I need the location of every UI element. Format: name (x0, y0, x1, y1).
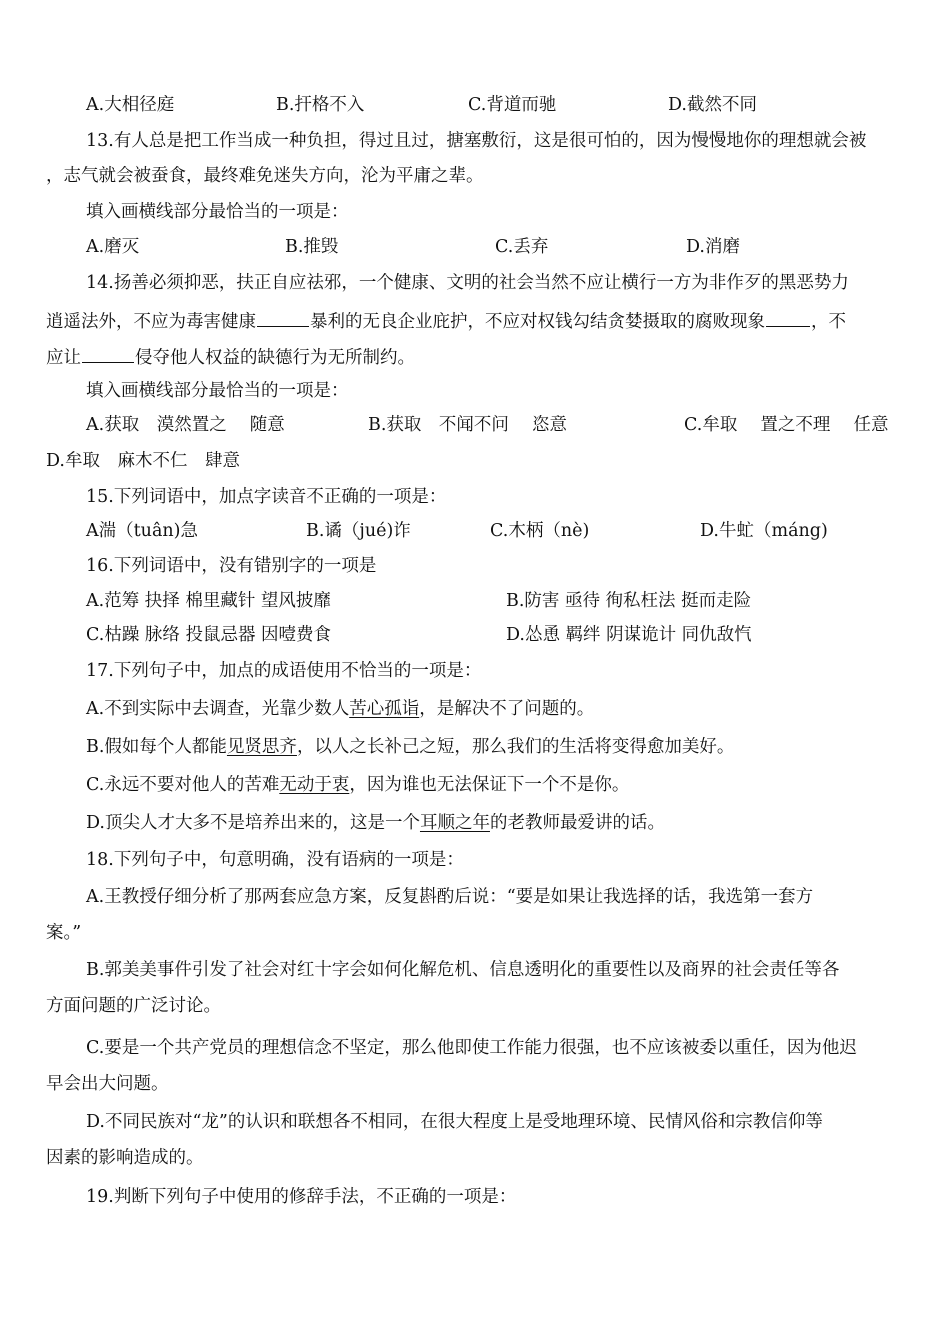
q17-b-text-2: ，以人之长补己之短，那么我们的生活将变得愈加美好。 (296, 737, 735, 757)
q13-option-b: B.推毁 (285, 237, 339, 257)
q17-c-text-1: C.永远不要对他人的苦难 (86, 775, 280, 795)
q14-line-1: 14.扬善必须抑恶，扶正自应祛邪，一个健康、文明的社会当然不应让横行一方为非作歹的黑恶势力 (86, 273, 849, 293)
q17-stem: 17.下列句子中，加点的成语使用不恰当的一项是： (86, 661, 482, 681)
q14-prompt: 填入画横线部分最恰当的一项是： (86, 381, 349, 401)
q17-d-text-2: 的老教师最爱讲的话。 (489, 813, 665, 833)
q17-option-c (86, 772, 629, 798)
q19-stem: 19.判断下列句子中使用的修辞手法，不正确的一项是： (86, 1187, 517, 1207)
q13-option-a: A.磨灭 (86, 237, 140, 257)
q15-stem: 15.下列词语中，加点字读音不正确的一项是： (86, 487, 447, 507)
q18-option-b-line-1: B.郭美美事件引发了社会对红十字会如何化解危机、信息透明化的重要性以及商界的社会责任等各 (86, 960, 840, 980)
q17-a-text-2: ，是解决不了问题的。 (419, 699, 595, 719)
q14-blank-2 (766, 306, 810, 327)
q13-line-2: ，志气就会被蚕食，最终难免迷失方向，沦为平庸之辈。 (46, 166, 484, 186)
q17-option-b (86, 734, 734, 760)
q14-blank-3 (82, 342, 134, 363)
q14-line-2-part-2: 暴利的无良企业庇护，不应对权钱勾结贪婪摄取的腐败现象 (310, 312, 765, 332)
q17-d-idiom: 耳顺之年 (419, 813, 490, 833)
q15-option-b: B.谲（jué)诈 (306, 521, 411, 541)
q18-option-a-line-1: A.王教授仔细分析了那两套应急方案，反复斟酌后说：“要是如果让我选择的话，我选第一套方 (86, 887, 814, 907)
q14-option-c: C.牟取 置之不理 任意 (684, 415, 889, 435)
q14-line-3-part-1: 应让 (46, 348, 81, 368)
q14-option-b: B.获取 不闻不问 恣意 (368, 415, 567, 435)
q12-option-b: B.扞格不入 (276, 95, 365, 115)
q14-option-a: A.获取 漠然置之 随意 (86, 415, 285, 435)
q16-option-d: D.怂恿 羁绊 阴谋诡计 同仇敌忾 (506, 625, 752, 645)
q18-option-d-line-1: D.不同民族对“龙”的认识和联想各不相同，在很大程度上是受地理环境、民情风俗和宗教信仰等 (86, 1112, 823, 1132)
q16-option-a: A.范筹 抉择 棉里藏针 望风披靡 (86, 591, 331, 611)
q12-option-c: C.背道而驰 (468, 95, 557, 115)
q18-option-c-line-2: 早会出大问题。 (46, 1074, 169, 1094)
q15-option-c: C.木柄（nè) (490, 521, 590, 541)
q14-line-2-part-3: ，不 (811, 312, 846, 332)
q12-option-d: D.截然不同 (668, 95, 757, 115)
q18-option-a-line-2: 案。” (46, 923, 82, 943)
q17-option-d (86, 810, 665, 836)
q17-d-text-1: D.顶尖人才大多不是培养出来的，这是一个 (86, 813, 420, 833)
q17-c-text-2: ，因为谁也无法保证下一个不是你。 (349, 775, 630, 795)
q15-option-d: D.牛虻（máng) (700, 521, 828, 541)
q14-line-3-part-2: 侵夺他人权益的缺德行为无所制约。 (135, 348, 415, 368)
q18-option-c-line-1: C.要是一个共产党员的理想信念不坚定，那么他即使工作能力很强，也不应该被委以重任，因为他迟 (86, 1038, 857, 1058)
q12-option-a: A.大相径庭 (86, 95, 175, 115)
q17-b-text-1: B.假如每个人都能 (86, 737, 227, 757)
q15-option-a: A湍（tuân)急 (86, 521, 198, 541)
q14-option-d: D.牟取 麻木不仁 肆意 (46, 451, 240, 471)
q17-a-text-1: A.不到实际中去调查，光靠少数人 (86, 699, 350, 719)
q14-line-3 (46, 342, 415, 371)
q17-b-idiom: 见贤思齐 (226, 737, 297, 757)
q14-blank-1 (257, 306, 309, 327)
q16-option-b: B.防害 亟待 徇私枉法 挺而走险 (506, 591, 752, 611)
q18-stem: 18.下列句子中，句意明确，没有语病的一项是： (86, 850, 464, 870)
q16-option-c: C.枯躁 脉络 投鼠忌器 因噎费食 (86, 625, 332, 645)
q14-line-2-part-1: 逍遥法外，不应为毒害健康 (46, 312, 256, 332)
q17-c-idiom: 无动于衷 (279, 775, 350, 795)
q13-option-c: C.丢弃 (495, 237, 549, 257)
q17-option-a (86, 696, 594, 722)
q13-option-d: D.消磨 (686, 237, 740, 257)
q16-stem: 16.下列词语中，没有错别字的一项是 (86, 556, 377, 576)
q18-option-b-line-2: 方面问题的广泛讨论。 (46, 996, 221, 1016)
q17-a-idiom: 苦心孤诣 (349, 699, 420, 719)
q13-line-1: 13.有人总是把工作当成一种负担，得过且过，搪塞敷衍，这是很可怕的，因为慢慢地你的理想就会被 (86, 131, 867, 151)
q14-line-2 (46, 306, 846, 335)
q13-prompt: 填入画横线部分最恰当的一项是： (86, 202, 349, 222)
q18-option-d-line-2: 因素的影响造成的。 (46, 1148, 204, 1168)
